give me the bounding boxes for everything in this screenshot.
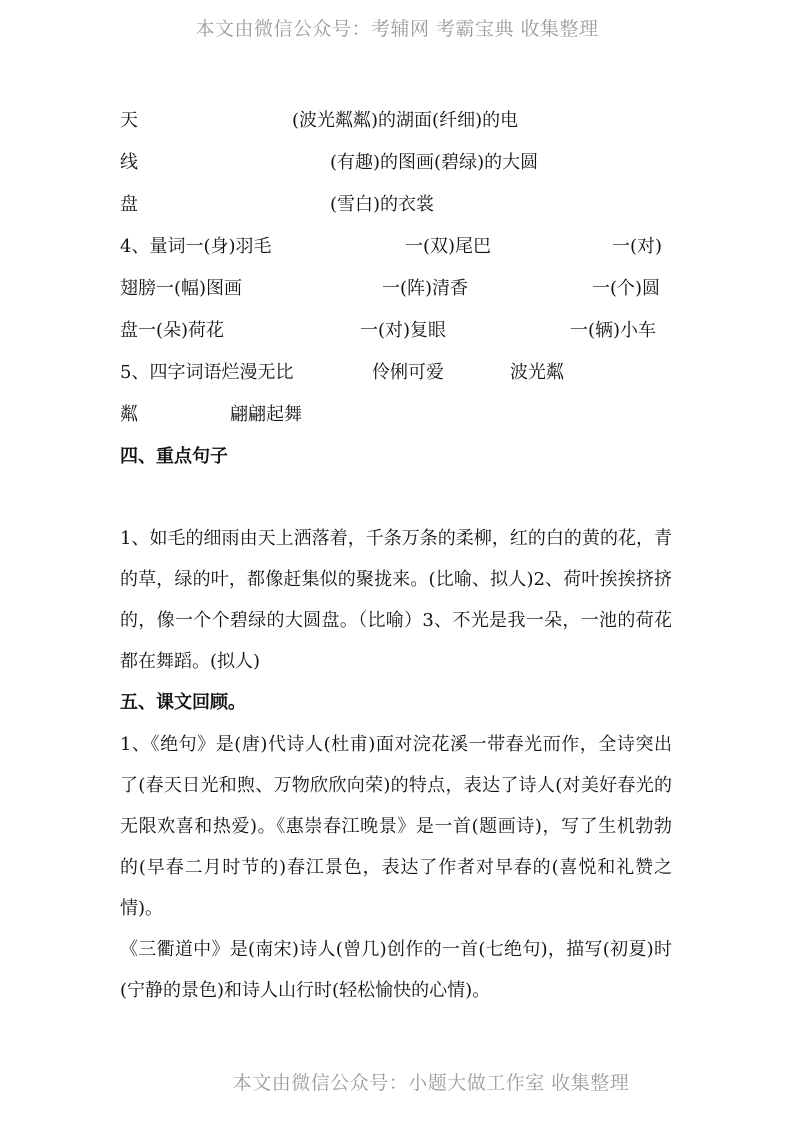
idiom-line-1 <box>120 352 672 394</box>
vocab-line-3-start: 盘 <box>120 194 138 215</box>
vocab-line-2-start: 线 <box>120 152 138 173</box>
document-body <box>120 100 672 1011</box>
section-4-paragraph: 1、如毛的细雨由天上洒落着，千条万条的柔柳，红的白的黄的花，青的草，绿的叶，都像赶集似的聚拢来。(比喻、拟人)2、荷叶挨挨挤挤的，像一个个碧绿的大圆盘。（比喻）3、不光是我一朵，一池的荷花都在舞蹈。(拟人) <box>120 528 672 672</box>
idiom-2b: 翩翩起舞 <box>230 404 302 425</box>
section-5-paragraph-2: 《三衢道中》是(南宋)诗人(曾几)创作的一首(七绝句)，描写(初夏)时(宁静的景色)和诗人山行时(轻松愉快的心情)。 <box>120 939 672 1001</box>
vocab-line-3 <box>120 184 672 226</box>
idiom-line-2 <box>120 394 672 436</box>
measure-word-3b: 一(对)复眼 <box>360 320 447 341</box>
section-5-paragraph-1: 1、《绝句》是(唐)代诗人(杜甫)面对浣花溪一带春光而作，全诗突出了(春天日光和煦、万物欣欣向荣)的特点，表达了诗人(对美好春光的无限欢喜和热爱)。《惠崇春江晚景》是一首(题画诗)，写了生机勃勃的(早春二月时节的)春江景色，表达了作者对早春的(喜悦和礼赞之情)。 <box>120 734 672 919</box>
measure-word-1b: 一(双)尾巴 <box>405 236 492 257</box>
section-4-title: 四、重点句子 <box>120 446 228 467</box>
idiom-2a: 粼 <box>120 404 138 425</box>
idiom-1c: 波光粼 <box>510 362 564 383</box>
vocab-line-1-text: (波光粼粼)的湖面(纤细)的电 <box>292 110 519 131</box>
measure-word-1a: 4、量词一(身)羽毛 <box>120 236 272 257</box>
measure-word-1c: 一(对) <box>612 236 663 257</box>
measure-word-3a: 盘一(朵)荷花 <box>120 320 225 341</box>
vocab-line-1 <box>120 100 672 142</box>
spacer <box>120 478 672 518</box>
section-5-title: 五、课文回顾。 <box>120 692 246 713</box>
idiom-1a: 5、四字词语烂漫无比 <box>120 362 294 383</box>
header-watermark-note: 本文由微信公众号：考辅网 考霸宝典 收集整理 <box>195 18 599 40</box>
measure-word-3c: 一(辆)小车 <box>570 320 657 341</box>
idiom-1b: 伶俐可爱 <box>372 362 444 383</box>
vocab-line-2-text: (有趣)的图画(碧绿)的大圆 <box>330 152 539 173</box>
vocab-line-1-start: 天 <box>120 110 138 131</box>
vocab-line-2 <box>120 142 672 184</box>
measure-word-2b: 一(阵)清香 <box>382 278 469 299</box>
measure-word-line-2 <box>120 268 672 310</box>
measure-word-2a: 翅膀一(幅)图画 <box>120 278 243 299</box>
measure-word-line-3 <box>120 310 672 352</box>
vocab-line-3-text: (雪白)的衣裳 <box>330 194 435 215</box>
footer-watermark-note: 本文由微信公众号：小题大做工作室 收集整理 <box>232 1072 630 1094</box>
measure-word-line-1 <box>120 226 672 268</box>
measure-word-2c: 一(个)圆 <box>592 278 661 299</box>
